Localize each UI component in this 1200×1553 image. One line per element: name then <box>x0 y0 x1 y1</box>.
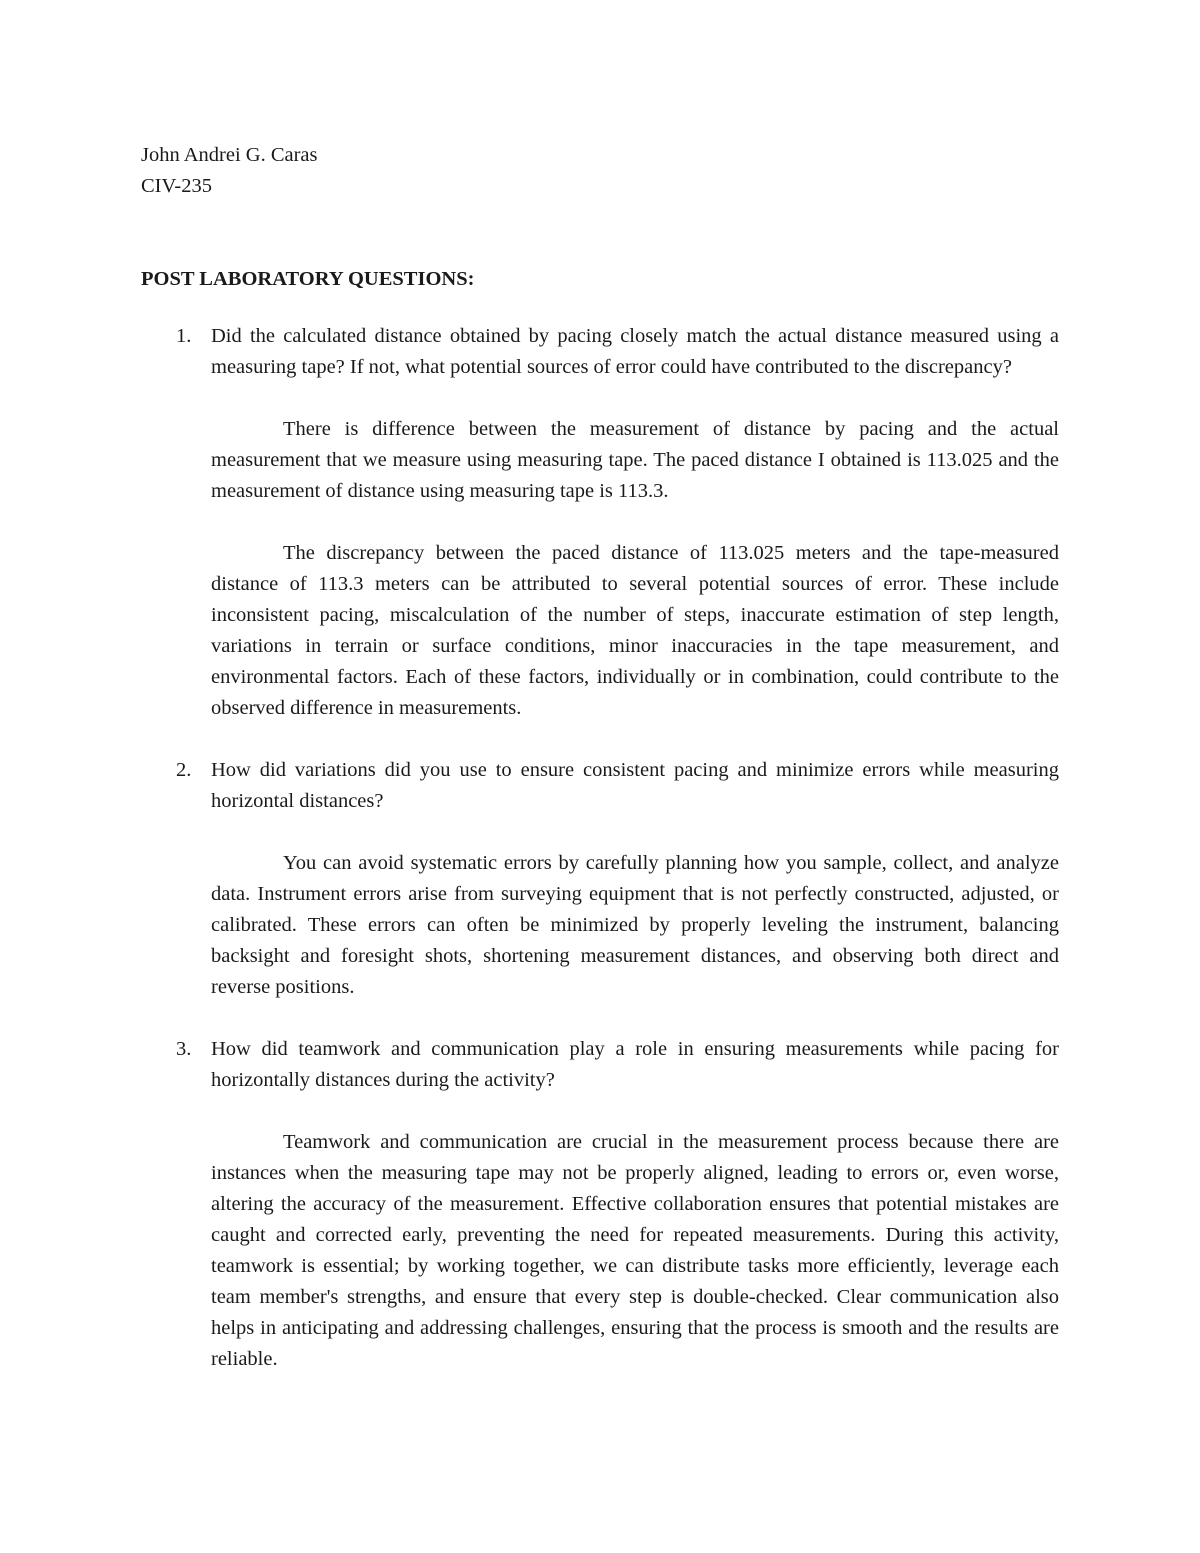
question-text: Did the calculated distance obtained by pacing closely match the actual distance measured using a measuring tape? If not, what potential sources of error could have contributed to the discrepancy? <box>211 325 1059 378</box>
question-item-1 <box>141 321 1059 724</box>
section-heading: POST LABORATORY QUESTIONS: <box>141 268 475 290</box>
question-text: How did teamwork and communication play a role in ensuring measurements while pacing for horizontally distances during the activity? <box>211 1038 1059 1091</box>
answer-paragraph: Teamwork and communication are crucial in the measurement process because there are instances when the measuring tape may not be properly aligned, leading to errors or, even worse, altering the accuracy of the measurement. Effective collaboration ensures that potential mistakes are caught and corrected early, preventing the need for repeated measurements. During this activity, teamwork is essential; by working together, we can distribute tasks more efficiently, leverage each team member's strengths, and ensure that every step is double-checked. Clear communication also helps in anticipating and addressing challenges, ensuring that the process is smooth and the results are reliable. <box>211 1131 1059 1370</box>
answer-paragraph: There is difference between the measurement of distance by pacing and the actual measurement that we measure using measuring tape. The paced distance I obtained is 113.025 and the measurement of distance using measuring tape is 113.3. <box>211 418 1059 502</box>
document-content <box>141 140 1059 1406</box>
question-item-2 <box>141 755 1059 1003</box>
question-number: 2. <box>176 759 192 781</box>
student-name: John Andrei G. Caras <box>141 144 318 166</box>
question-text: How did variations did you use to ensure consistent pacing and minimize errors while measuring horizontal distances? <box>211 759 1059 812</box>
course-code: CIV-235 <box>141 175 212 197</box>
question-number: 1. <box>176 325 192 347</box>
question-number: 3. <box>176 1038 192 1060</box>
question-item-3 <box>141 1034 1059 1375</box>
answer-paragraph: You can avoid systematic errors by carefully planning how you sample, collect, and analyze data. Instrument errors arise from surveying equipment that is not perfectly constructed, adjusted, or calibrated. These errors can often be minimized by properly leveling the instrument, balancing backsight and foresight shots, shortening measurement distances, and observing both direct and reverse positions. <box>211 852 1059 998</box>
question-list <box>141 321 1059 1375</box>
answer-paragraph: The discrepancy between the paced distance of 113.025 meters and the tape-measured distance of 113.3 meters can be attributed to several potential sources of error. These include inconsistent pacing, miscalculation of the number of steps, inaccurate estimation of step length, variations in terrain or surface conditions, minor inaccuracies in the tape measurement, and environmental factors. Each of these factors, individually or in combination, could contribute to the observed difference in measurements. <box>211 542 1059 719</box>
